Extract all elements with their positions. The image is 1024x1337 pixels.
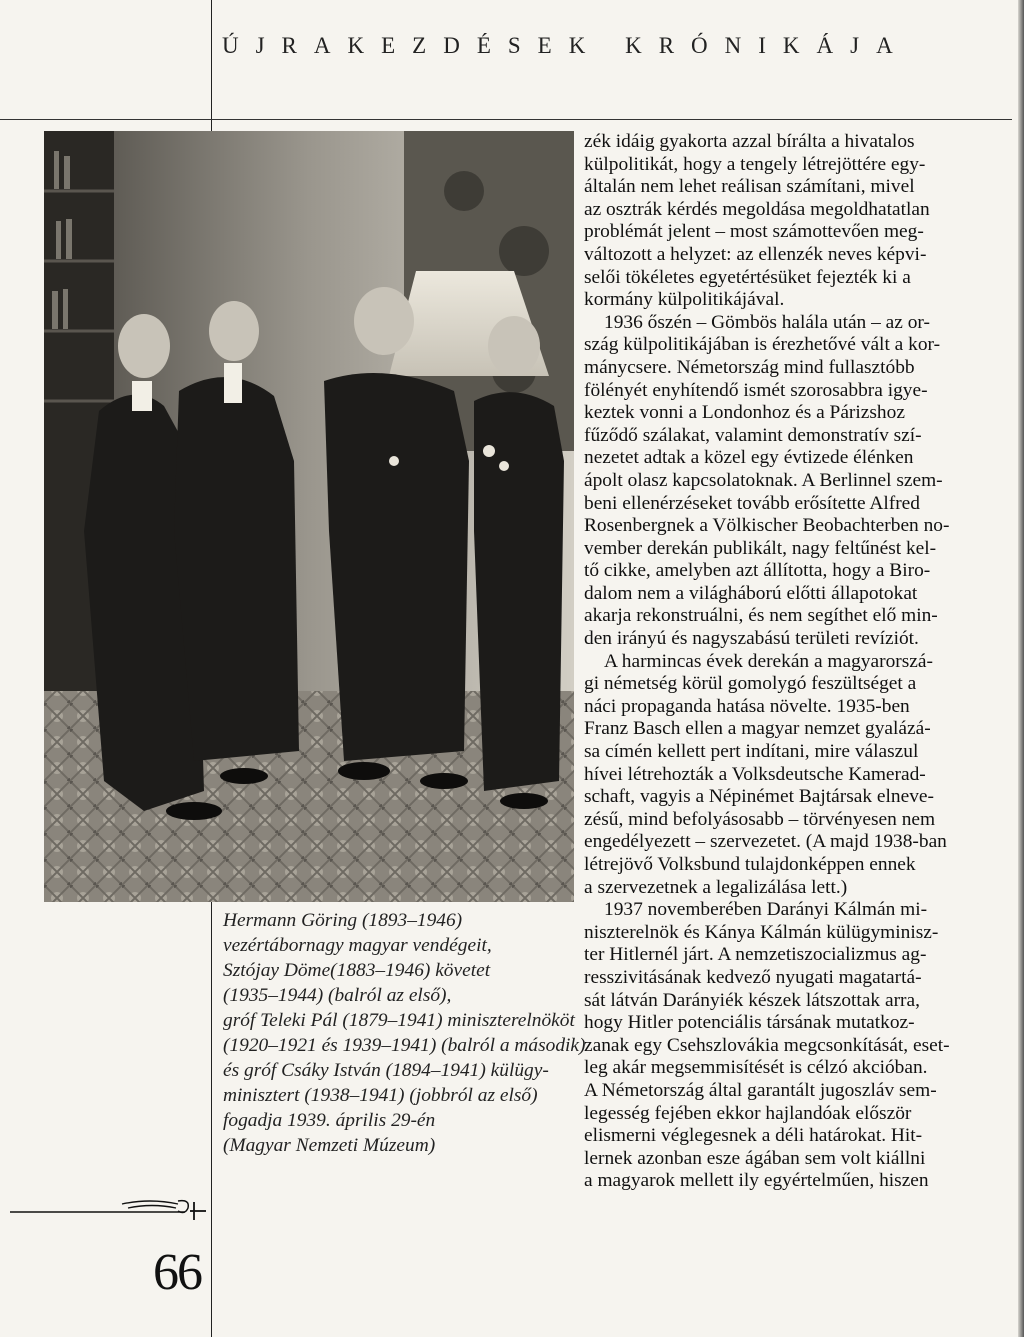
caption-line: Hermann Göring (1893–1946): [223, 910, 463, 931]
historical-photo: [44, 131, 574, 902]
text-line: akarja rekonstruálni, és nem segíthet elő min-: [584, 605, 938, 627]
caption-line: (1935–1944) (balról az első),: [223, 985, 452, 1006]
text-line: külpolitikát, hogy a tengely létrejöttére egy-: [584, 153, 926, 175]
text-line: sát látván Darányiék készek látszottak arra,: [584, 989, 920, 1011]
text-line: Franz Basch ellen a magyar nemzet gyalázá-: [584, 718, 931, 740]
text-line: általán nem lehet reálisan számítani, mivel: [584, 176, 915, 198]
text-line: A Németország által garantált jugoszláv sem-: [584, 1079, 937, 1101]
text-line: szág külpolitikájában is érezhetővé vált a kor-: [584, 334, 941, 356]
text-line: resszivitásának kedvező nyugati magatartá-: [584, 966, 922, 988]
text-line: zék idáig gyakorta azzal bírálta a hivatalos: [584, 131, 915, 152]
text-line: létrejövő Volksbund tulajdonképpen ennek: [584, 854, 916, 875]
caption-line: (1920–1921 és 1939–1941) (balról a második): [223, 1035, 586, 1056]
body-text: [584, 131, 954, 1193]
page-edge-shadow: [1018, 0, 1024, 1337]
text-line: selői tökéletes egyetértésüket fejezték ki a: [584, 266, 911, 288]
text-line: mánycsere. Németország mind fullasztóbb: [584, 356, 915, 378]
caption-line: Sztójay Döme(1883–1946) követet: [223, 960, 491, 981]
text-line: Rosenbergnek a Völkischer Beobachterben no-: [584, 515, 950, 537]
text-line: keztek vonni a Londonhoz és a Párizshoz: [584, 402, 905, 424]
running-header: ÚJRAKEZDÉSEK KRÓNIKÁJA: [222, 33, 910, 58]
text-line: A harmincas évek derekán a magyarorszá-: [604, 650, 933, 672]
photo-caption: [223, 908, 586, 1158]
text-line: dalom nem a világháború előtti állapotokat: [584, 582, 918, 604]
text-line: gi németség körül gomolygó feszültséget a: [584, 673, 917, 695]
text-line: problémát jelent – most számottevően meg-: [584, 221, 924, 243]
text-line: niszterelnök és Kánya Kálmán külügyminisz-: [584, 921, 939, 943]
text-line: beni ellenérzéseket tovább erősítette Alfred: [584, 492, 920, 514]
text-line: nezetet adtak a közel egy évtizede élénken: [584, 447, 914, 469]
text-line: ter Hitlernél járt. A nemzetiszocializmus ag-: [584, 944, 927, 966]
text-line: tő cikke, amelyben azt állította, hogy a Biro-: [584, 560, 931, 582]
text-line: 1936 őszén – Gömbös halála után – az or-: [604, 311, 930, 333]
text-line: kormány külpolitikájával.: [584, 289, 785, 311]
header-rule: [0, 119, 1012, 120]
text-line: sa címén kellett pert indítani, mire válaszul: [584, 741, 919, 763]
scroll-ornament-icon: [10, 1195, 210, 1226]
text-line: náci propaganda hatása növelte. 1935-ben: [584, 695, 910, 717]
text-line: fölényét enyhítendő ismét szorosabbra igye-: [584, 379, 928, 401]
text-line: leg akár megsemmisítését is célzó akcióban.: [584, 1057, 928, 1079]
caption-line: minisztert (1938–1941) (jobbról az első): [223, 1085, 538, 1106]
caption-line: gróf Teleki Pál (1879–1941) miniszterelnököt: [223, 1010, 575, 1031]
caption-line: és gróf Csáky István (1894–1941) külügy-: [223, 1060, 549, 1081]
text-line: fűződő szálakat, valamint demonstratív szí-: [584, 424, 922, 446]
text-line: 1937 novemberében Darányi Kálmán mi-: [604, 899, 928, 921]
text-line: ápolt olasz kapcsolatoknak. A Berlinnel szem-: [584, 469, 943, 491]
text-line: lernek azonban esze ágában sem volt kiállni: [584, 1147, 926, 1169]
text-line: legesség fejében ekkor hajlandóak először: [584, 1102, 912, 1124]
text-line: den irányú és nagyszabású területi revíziót.: [584, 628, 919, 650]
text-line: engedélyezett – szervezetet. (A majd 1938-ban: [584, 831, 947, 853]
text-line: vember derekán publikált, nagy feltűnést kel-: [584, 537, 937, 559]
text-line: elismerni véglegesnek a déli határokat. Hit-: [584, 1125, 923, 1147]
text-line: a szervezetnek a legalizálása lett.): [584, 876, 848, 898]
text-line: zésű, mind befolyásosabb – törvényesen nem: [584, 808, 936, 830]
text-line: hogy Hitler potenciális társának mutatkoz-: [584, 1012, 915, 1034]
text-line: schaft, vagyis a Népinémet Bajtársak elneve-: [584, 786, 934, 808]
caption-line: (Magyar Nemzeti Múzeum): [223, 1135, 436, 1156]
text-line: az osztrák kérdés megoldása megoldhatatlan: [584, 198, 930, 220]
text-line: zanak egy Csehszlovákia megcsonkítását, eset-: [584, 1034, 950, 1056]
page-number: 66: [153, 1244, 201, 1301]
text-line: a magyarok mellett ily egyértelműen, hiszen: [584, 1170, 929, 1192]
caption-line: vezértábornagy magyar vendégeit,: [223, 935, 492, 956]
caption-line: fogadja 1939. április 29-én: [223, 1110, 436, 1131]
text-line: hívei létrehozták a Volksdeutsche Kamerad-: [584, 763, 926, 785]
text-line: változott a helyzet: az ellenzék neves képvi-: [584, 243, 927, 265]
